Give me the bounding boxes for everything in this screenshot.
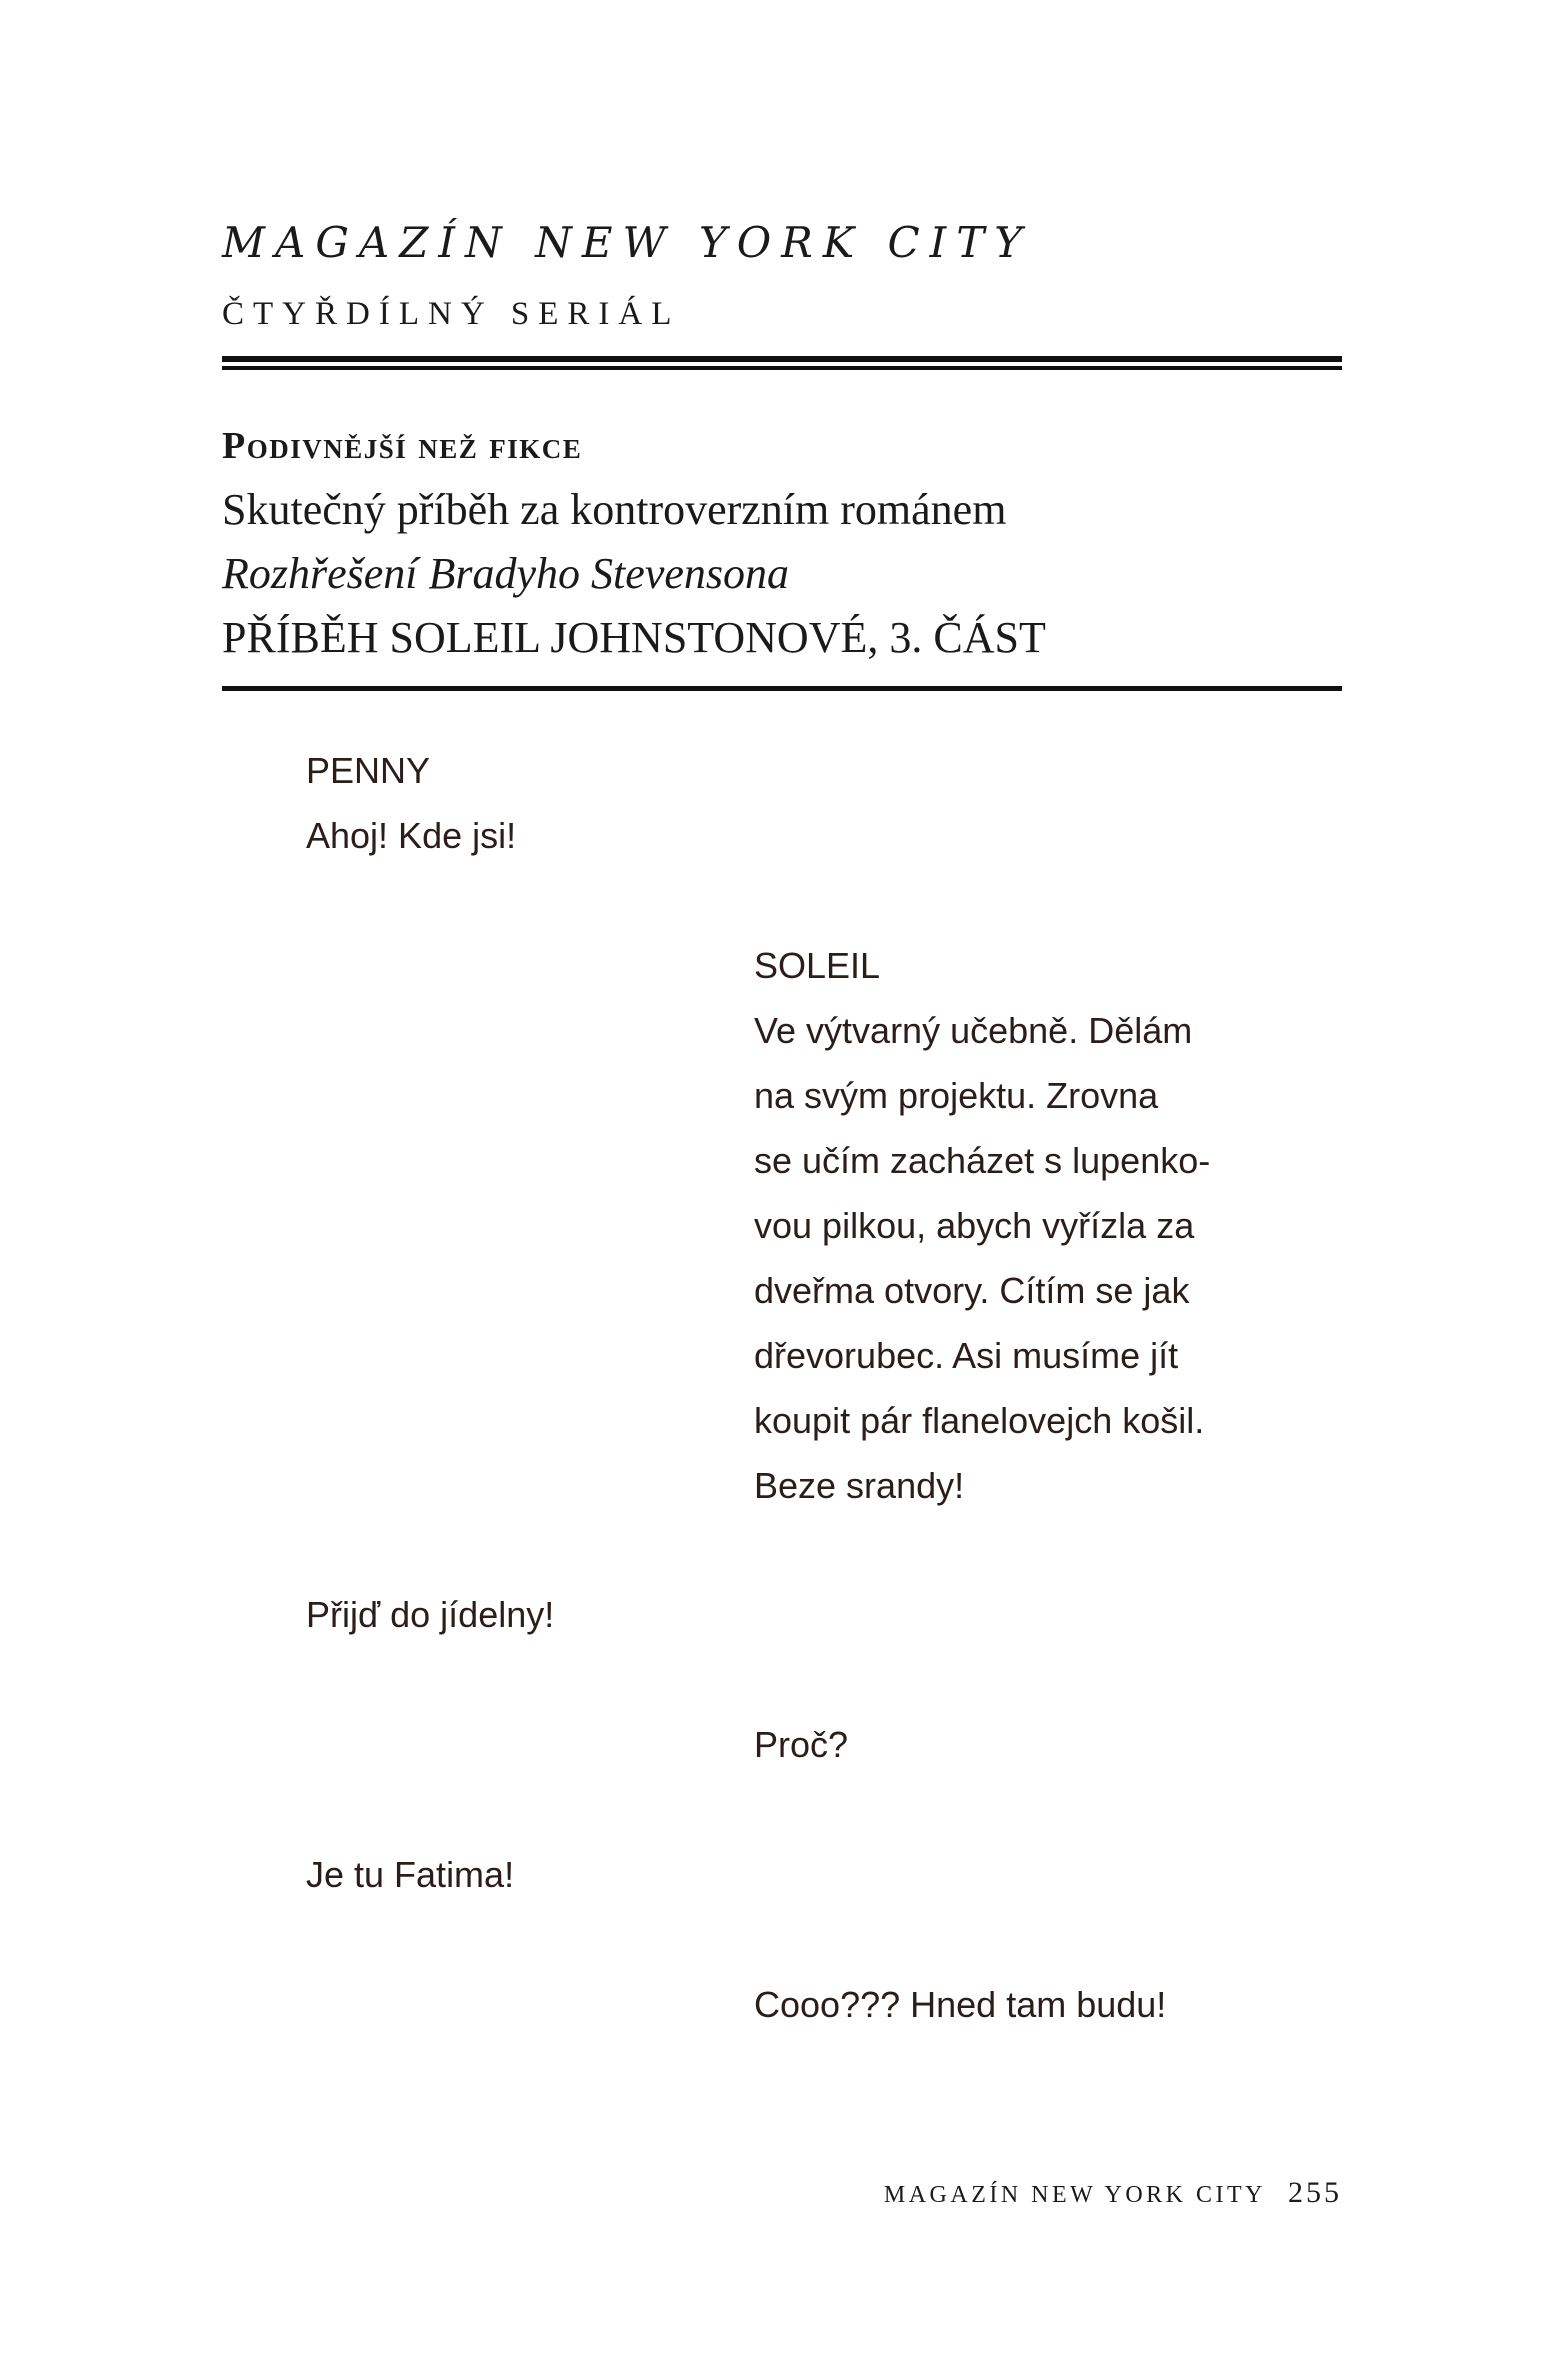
soleil-message: Cooo??? Hned tam budu! — [754, 1984, 1167, 2025]
series-label: ČTYŘDÍLNÝ SERIÁL — [222, 296, 681, 332]
book-title: Rozhřešení Bradyho Stevensona — [222, 549, 789, 598]
speaker-penny: PENNY — [306, 750, 431, 791]
running-title: MAGAZÍN NEW YORK CITY — [883, 2182, 1266, 2208]
part-label: PŘÍBĚH SOLEIL JOHNSTONOVÉ, 3. ČÁST — [222, 613, 1046, 662]
penny-message: Je tu Fatima! — [306, 1854, 515, 1895]
subtitle-line: Skutečný příběh za kontroverzním románem — [222, 485, 1007, 534]
soleil-message: Proč? — [754, 1724, 849, 1765]
page-number: 255 — [1288, 2176, 1342, 2209]
message-line: dveřma otvory. Cítím se jak — [754, 1270, 1190, 1311]
header-rule-bottom — [222, 366, 1342, 370]
message-line: koupit pár flanelovejch košil. — [754, 1400, 1205, 1441]
message-line: dřevorubec. Asi musíme jít — [754, 1335, 1179, 1376]
speaker-soleil: SOLEIL — [754, 945, 881, 986]
page-footer — [884, 2176, 1342, 2210]
section-rule — [222, 686, 1342, 691]
header-rule-top — [222, 356, 1342, 362]
penny-message: Přijď do jídelny! — [306, 1594, 555, 1635]
section-heading: Podivnější než fikce — [222, 425, 583, 467]
penny-message: Ahoj! Kde jsi! — [306, 815, 517, 856]
message-line: se učím zacházet s lupenko- — [754, 1140, 1211, 1181]
soleil-message — [754, 998, 1210, 1518]
magazine-title: MAGAZÍN NEW YORK CITY — [222, 218, 1032, 267]
message-line: Ve výtvarný učebně. Dělám — [754, 1010, 1193, 1051]
message-line: Beze srandy! — [754, 1465, 965, 1506]
message-line: na svým projektu. Zrovna — [754, 1075, 1159, 1116]
message-line: vou pilkou, abych vyřízla za — [754, 1205, 1195, 1246]
